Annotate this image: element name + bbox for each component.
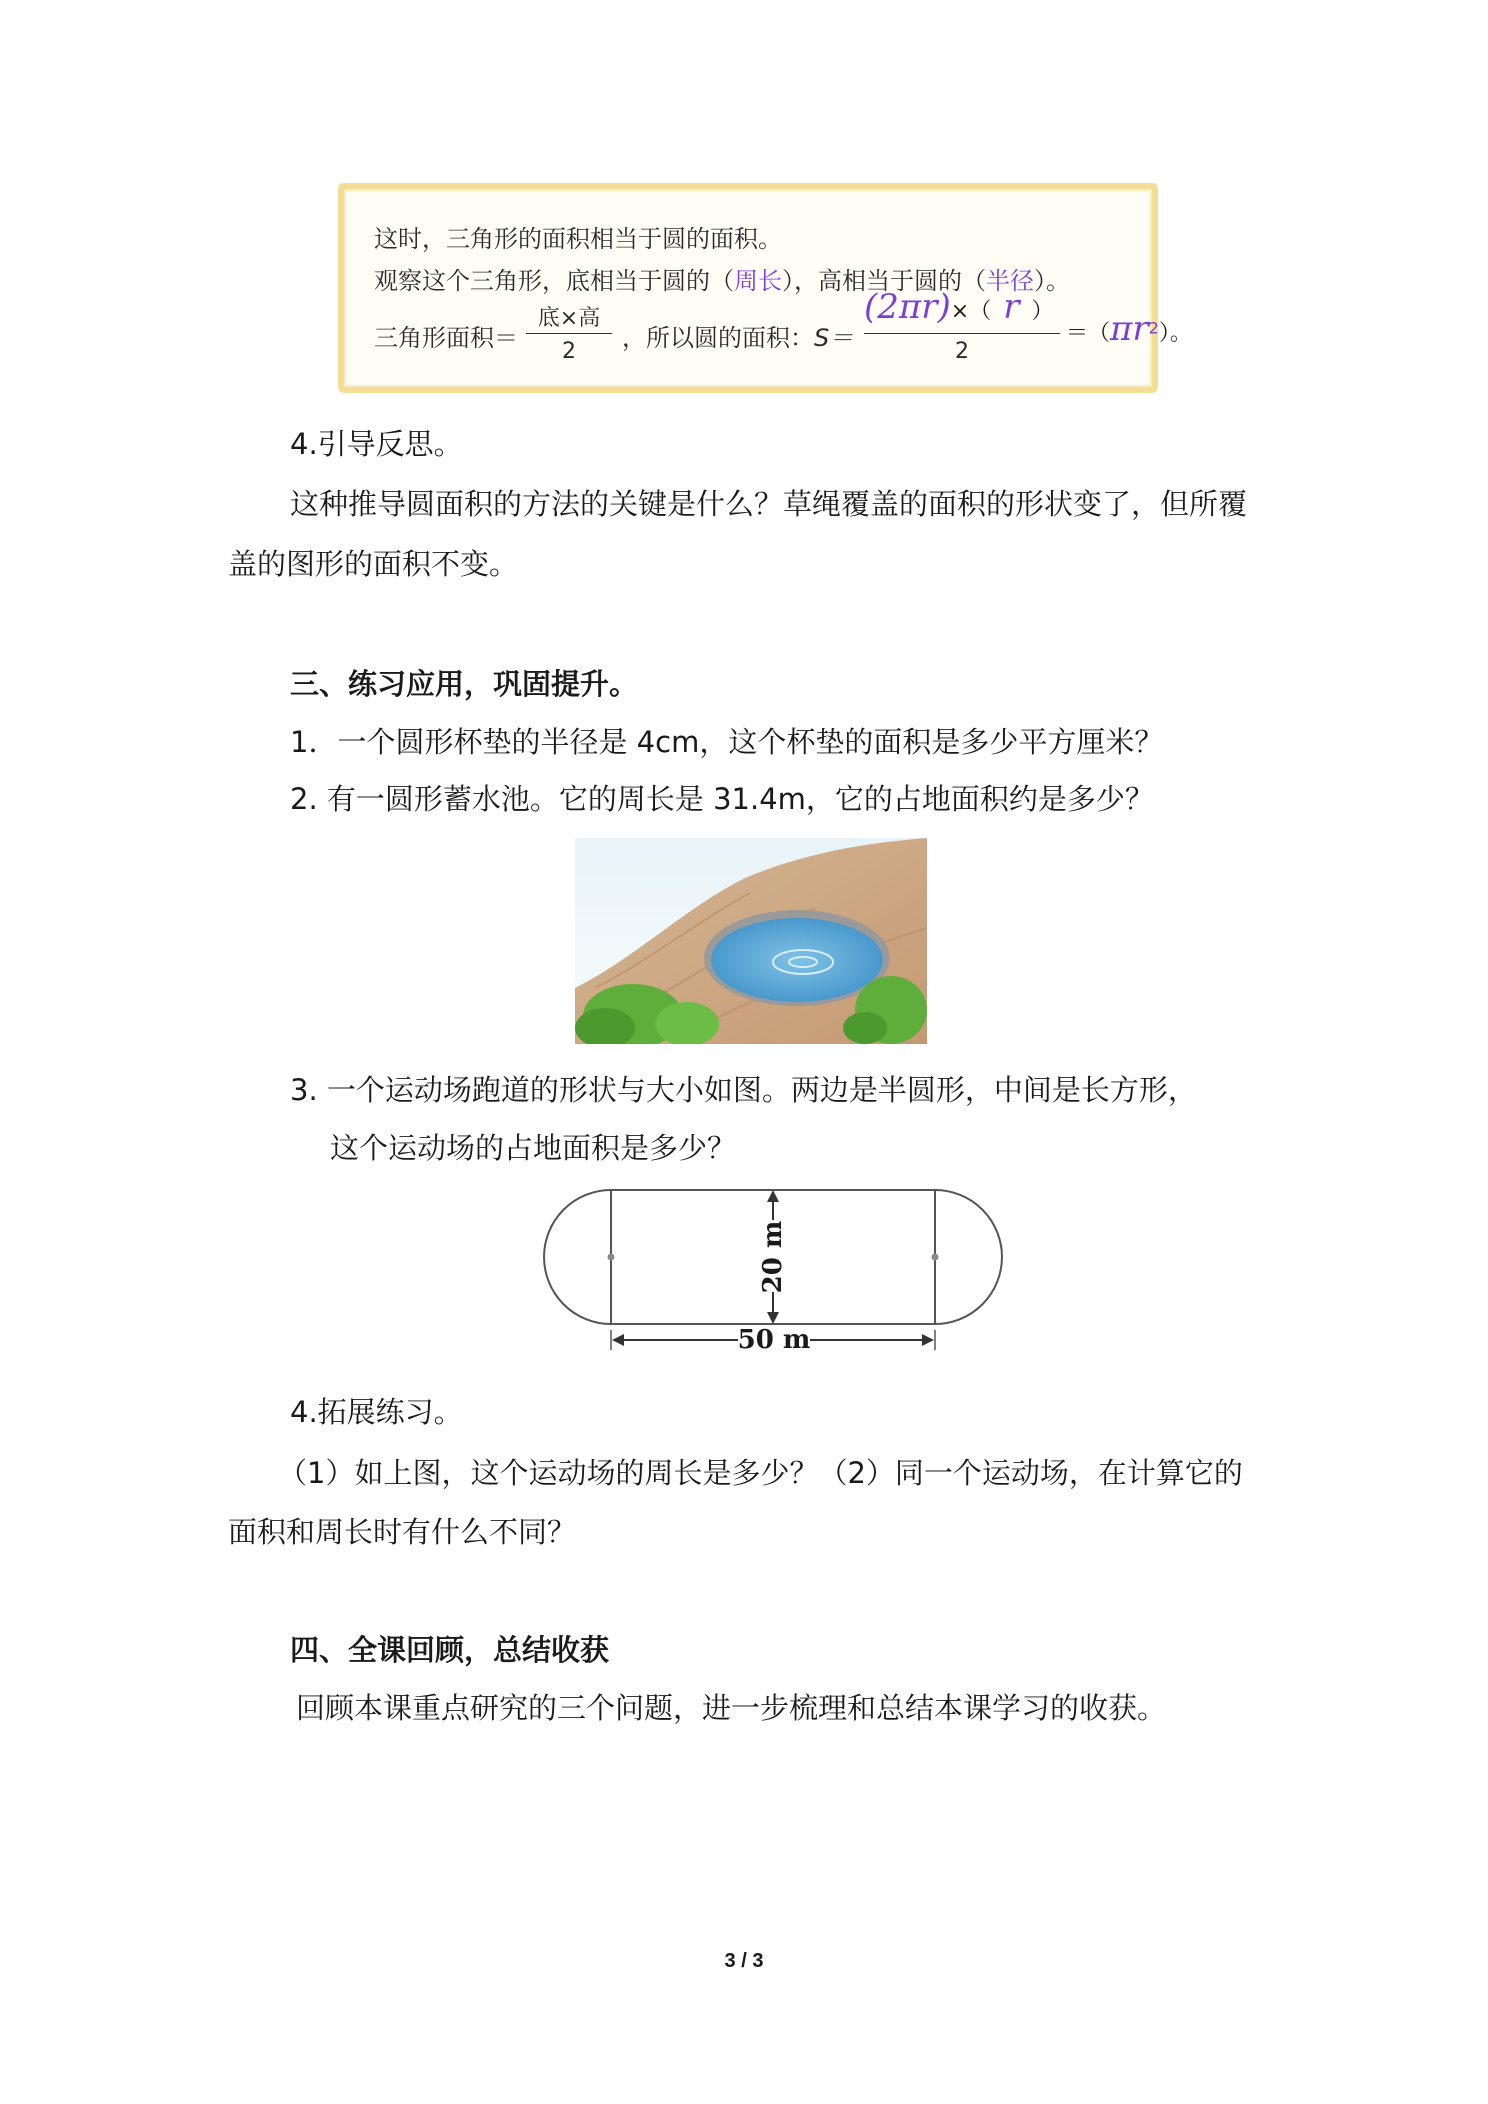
- times-open: ×（: [950, 299, 992, 324]
- pond-illustration: [575, 838, 927, 1044]
- answer-radius: 半径: [986, 267, 1034, 295]
- summary-paragraph: 回顾本课重点研究的三个问题，进一步梳理和总结本课学习的收获。: [296, 1691, 1167, 1725]
- fraction-2-numerator: [864, 287, 1053, 327]
- reflection-heading: 4.引导反思。: [290, 427, 463, 461]
- reflection-para-line-1: 这种推导圆面积的方法的关键是什么？草绳覆盖的面积的形状变了，但所覆: [290, 487, 1248, 521]
- page-number: 3 / 3: [724, 1950, 764, 1972]
- fraction-2-denominator: 2: [955, 339, 969, 364]
- excerpt-line-1: 这时，三角形的面积相当于圆的面积。: [374, 225, 782, 253]
- fraction-1-denominator: 2: [562, 339, 576, 364]
- reflection-para-line-2: 盖的图形的面积不变。: [228, 547, 519, 581]
- result-open: ＝（: [1066, 321, 1111, 346]
- answer-perimeter: 周长: [734, 267, 782, 295]
- excerpt-line-2-part-c: ）。: [1034, 267, 1070, 295]
- section-3-heading: 三、练习应用，巩固提升。: [290, 667, 639, 701]
- textbook-excerpt-box: [338, 183, 1192, 393]
- question-1: 1．一个圆形杯垫的半径是 4cm，这个杯垫的面积是多少平方厘米？: [290, 725, 1164, 759]
- answer-pi-r: πr: [1110, 309, 1149, 349]
- s-equals: S＝: [814, 324, 854, 352]
- result-close: ）。: [1158, 321, 1192, 346]
- section-4-heading: 四、全课回顾，总结收获: [290, 1633, 610, 1667]
- answer-circumference: (2πr): [864, 287, 951, 327]
- excerpt-line-2-part-b: ），高相当于圆的（: [782, 267, 986, 295]
- question-3-line-2: 这个运动场的占地面积是多少？: [330, 1131, 737, 1165]
- fraction-2-bar: [864, 333, 1060, 334]
- question-2: 2. 有一圆形蓄水池。它的周长是 31.4m，它的占地面积约是多少？: [290, 782, 1154, 816]
- answer-exponent: 2: [1148, 318, 1159, 338]
- excerpt-line-2-part-a: 观察这个三角形，底相当于圆的（: [374, 267, 734, 295]
- fraction-1-numerator: 底×高: [537, 306, 601, 331]
- track-length-label: 50 m: [737, 1325, 811, 1355]
- track-figure: [530, 1180, 1020, 1372]
- area-result: [1066, 309, 1192, 349]
- fraction-1-bar: [526, 333, 612, 334]
- answer-r: r: [1003, 287, 1020, 327]
- circle-area-label: ，所以圆的面积：: [622, 324, 814, 352]
- extension-line-2: 面积和周长时有什么不同？: [228, 1515, 577, 1549]
- extension-heading: 4.拓展练习。: [290, 1395, 463, 1429]
- track-width-label: 20 m: [758, 1220, 788, 1294]
- extension-line-1: （1）如上图，这个运动场的周长是多少？（2）同一个运动场，在计算它的: [278, 1456, 1243, 1490]
- question-3-line-1: 3. 一个运动场跑道的形状与大小如图。两边是半圆形，中间是长方形，: [290, 1073, 1197, 1107]
- close-paren: ）: [1031, 299, 1054, 324]
- triangle-area-label: 三角形面积＝: [374, 324, 518, 352]
